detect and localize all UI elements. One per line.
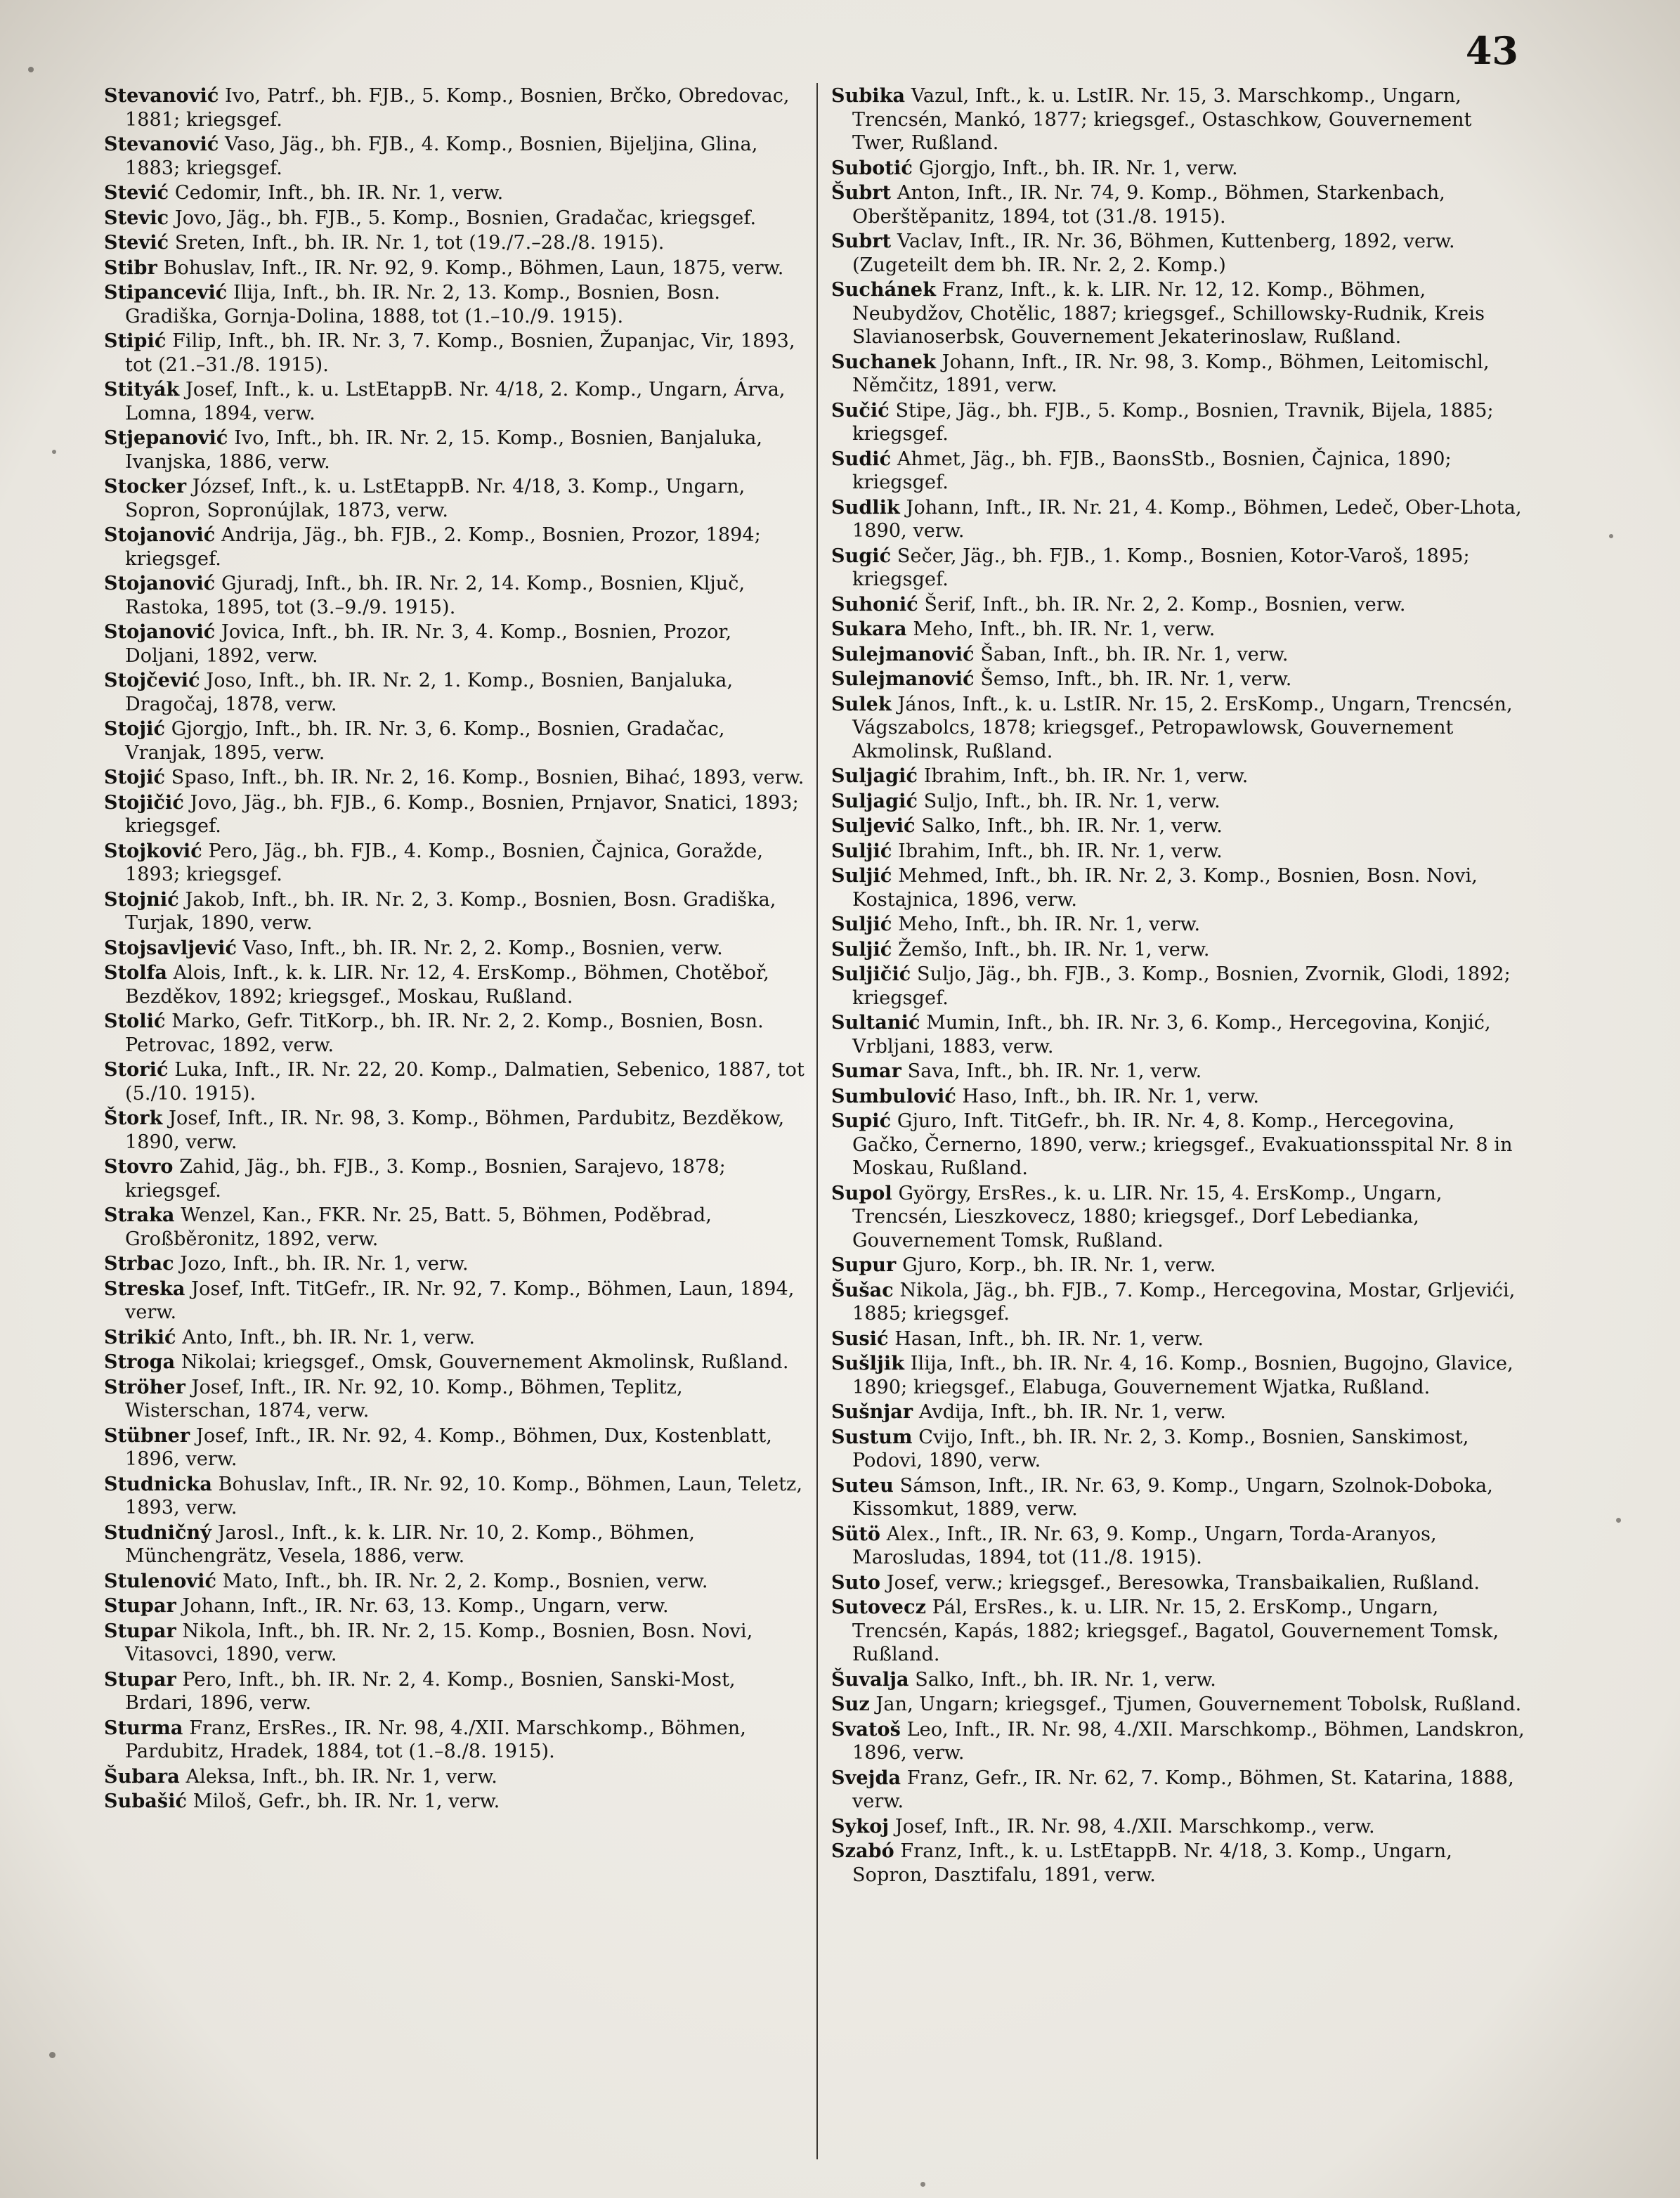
entry-details: Josef, Inft. TitGefr., IR. Nr. 92, 7. Komp., Böhmen, Laun, 1894, verw.: [125, 1277, 795, 1323]
register-entry: [104, 181, 807, 205]
entry-surname: Sumbulović: [831, 1085, 956, 1107]
entry-surname: Stübner: [104, 1424, 190, 1447]
entry-details: Pero, Inft., bh. IR. Nr. 2, 4. Komp., Bosnien, Sanski-Most, Brdari, 1896, verw.: [125, 1668, 736, 1714]
entry-surname: Sulejmanović: [831, 643, 975, 665]
register-entry: [831, 448, 1527, 495]
entry-surname: Svejda: [831, 1767, 901, 1789]
register-entry: [104, 888, 807, 935]
entry-surname: Sultanić: [831, 1012, 920, 1034]
register-entry: [831, 230, 1527, 277]
entry-details: Sreten, Inft., bh. IR. Nr. 1, tot (19./7.–28./8. 1915).: [174, 232, 665, 254]
entry-surname: Suhonić: [831, 593, 918, 616]
register-entry: [831, 1060, 1527, 1084]
entry-details: Stipe, Jäg., bh. FJB., 5. Komp., Bosnien, Travnik, Bijela, 1885; kriegsgef.: [852, 399, 1494, 445]
register-entry: [831, 545, 1527, 592]
entry-surname: Sturma: [104, 1717, 183, 1739]
entry-surname: Streska: [104, 1277, 185, 1300]
register-entry: [831, 593, 1527, 617]
entry-details: Ahmet, Jäg., bh. FJB., BaonsStb., Bosnien, Čajnica, 1890; kriegsgef.: [852, 448, 1452, 493]
entry-surname: Suljičić: [831, 963, 911, 985]
entry-details: Mato, Inft., bh. IR. Nr. 2, 2. Komp., Bosnien, verw.: [222, 1570, 708, 1592]
register-entry: [831, 1254, 1527, 1277]
register-entry: [831, 913, 1527, 937]
register-entry: [104, 620, 807, 668]
register-entry: [104, 84, 807, 131]
register-entry: [831, 1400, 1527, 1424]
register-entry: [831, 157, 1527, 181]
entry-surname: Sustum: [831, 1426, 913, 1448]
register-entry: [831, 765, 1527, 788]
entry-details: György, ErsRes., k. u. LIR. Nr. 15, 4. ErsKomp., Ungarn, Trencsén, Lieszkovecz, 1880; kriegsgef., Dorf Lebedianka, Gouvernement Tomsk, Rußland.: [852, 1182, 1443, 1251]
entry-surname: Subika: [831, 85, 906, 107]
entry-details: Jovica, Inft., bh. IR. Nr. 3, 4. Komp., Bosnien, Prozor, Doljani, 1892, verw.: [125, 621, 732, 667]
entry-surname: Stevanović: [104, 85, 219, 107]
right-column: [831, 84, 1527, 1888]
register-entry: [104, 133, 807, 180]
entry-details: Šaban, Inft., bh. IR. Nr. 1, verw.: [980, 643, 1289, 665]
register-entry: [831, 1571, 1527, 1595]
register-entry: [831, 1718, 1527, 1765]
entry-details: Gjorgjo, Inft., bh. IR. Nr. 1, verw.: [918, 157, 1238, 179]
entry-details: Vazul, Inft., k. u. LstIR. Nr. 15, 3. Marschkomp., Ungarn, Trencsén, Mankó, 1877; kriegsgef., Ostaschkow, Gouvernement Twer, Rußland.: [852, 85, 1472, 154]
entry-surname: Stojanović: [104, 524, 216, 546]
entry-details: Salko, Inft., bh. IR. Nr. 1, verw.: [915, 1668, 1216, 1691]
entry-details: Jakob, Inft., bh. IR. Nr. 2, 3. Komp., Bosnien, Bosn. Gradiška, Turjak, 1890, verw.: [125, 888, 776, 934]
register-entry: [104, 1351, 807, 1374]
entry-surname: Ströher: [104, 1376, 185, 1398]
register-entry: [104, 840, 807, 887]
entry-surname: Sudlik: [831, 496, 900, 519]
scan-speck: [49, 2052, 56, 2058]
register-entry: [831, 963, 1527, 1010]
entry-surname: Szabó: [831, 1840, 894, 1862]
entry-details: Ilija, Inft., bh. IR. Nr. 4, 16. Komp., Bosnien, Bugojno, Glavice, 1890; kriegsgef., Elabuga, Gouvernement Wjatka, Rußland.: [852, 1353, 1513, 1398]
entry-details: Mehmed, Inft., bh. IR. Nr. 2, 3. Komp., Bosnien, Bosn. Novi, Kostajnica, 1896, verw.: [852, 865, 1478, 911]
scan-speck: [920, 2182, 925, 2187]
entry-surname: Suchánek: [831, 279, 937, 301]
entry-surname: Stojković: [104, 840, 202, 862]
entry-details: Sámson, Inft., IR. Nr. 63, 9. Komp., Ungarn, Szolnok-Doboka, Kissomkut, 1889, verw.: [852, 1474, 1493, 1520]
entry-surname: Stocker: [104, 476, 187, 498]
register-entry: [831, 1815, 1527, 1839]
register-entry: [831, 938, 1527, 962]
register-entry: [831, 399, 1527, 446]
entry-details: Gjuradj, Inft., bh. IR. Nr. 2, 14. Komp., Bosnien, Ključ, Rastoka, 1895, tot (3.–9./9. 1915).: [125, 573, 745, 618]
entry-details: Anto, Inft., bh. IR. Nr. 1, verw.: [182, 1326, 476, 1348]
entry-details: Andrija, Jäg., bh. FJB., 2. Komp., Bosnien, Prozor, 1894; kriegsgef.: [125, 524, 761, 570]
entry-details: Anton, Inft., IR. Nr. 74, 9. Komp., Böhmen, Starkenbach, Oberštěpanitz, 1894, tot (31./8. 1915).: [852, 182, 1445, 228]
entry-details: Zahid, Jäg., bh. FJB., 3. Komp., Bosnien, Sarajevo, 1878; kriegsgef.: [125, 1156, 726, 1202]
register-entry: [104, 524, 807, 571]
entry-surname: Sulek: [831, 693, 892, 715]
entry-details: Sava, Inft., bh. IR. Nr. 1, verw.: [907, 1060, 1202, 1082]
entry-surname: Stupar: [104, 1668, 176, 1691]
entry-surname: Suljić: [831, 938, 892, 961]
register-entry: [831, 1085, 1527, 1109]
register-entry: [831, 840, 1527, 864]
register-entry: [831, 1327, 1527, 1351]
entry-details: Salko, Inft., bh. IR. Nr. 1, verw.: [921, 815, 1223, 837]
entry-details: Aleksa, Inft., bh. IR. Nr. 1, verw.: [185, 1765, 497, 1788]
register-entry: [104, 1620, 807, 1667]
entry-details: Nikola, Jäg., bh. FJB., 7. Komp., Hercegovina, Mostar, Grljevići, 1885; kriegsgef.: [852, 1279, 1516, 1325]
entry-surname: Stojanović: [104, 573, 216, 594]
register-entry: [104, 1204, 807, 1251]
register-entry: [104, 766, 807, 790]
entry-surname: Suz: [831, 1693, 870, 1715]
register-entry: [104, 378, 807, 425]
entry-surname: Suljagić: [831, 765, 918, 787]
entry-surname: Stević: [104, 182, 169, 204]
entry-details: Žemšo, Inft., bh. IR. Nr. 1, verw.: [898, 938, 1210, 961]
entry-details: Gjuro, Inft. TitGefr., bh. IR. Nr. 4, 8. Komp., Hercegovina, Gačko, Černerno, 1890, verw.; kriegsgef., Evakuationsspital Nr. 8 in Moskau, Rußland.: [852, 1110, 1513, 1179]
entry-surname: Susić: [831, 1327, 889, 1350]
register-entry: [104, 1473, 807, 1520]
entry-surname: Subašić: [104, 1790, 188, 1812]
entry-details: Johann, Inft., IR. Nr. 21, 4. Komp., Böhmen, Ledeč, Ober-Lhota, 1890, verw.: [852, 496, 1522, 542]
entry-surname: Stupar: [104, 1620, 176, 1642]
entry-surname: Stolić: [104, 1010, 166, 1032]
entry-surname: Stevic: [104, 207, 169, 229]
entry-surname: Strbac: [104, 1253, 174, 1275]
entry-details: József, Inft., k. u. LstEtappB. Nr. 4/18, 3. Komp., Ungarn, Sopron, Sopronújlak, 1873, verw.: [125, 476, 745, 521]
register-entry: [831, 181, 1527, 228]
register-entry: [831, 864, 1527, 911]
entry-surname: Sumar: [831, 1060, 901, 1082]
entry-details: Haso, Inft., bh. IR. Nr. 1, verw.: [962, 1085, 1260, 1107]
page-number: 43: [1465, 28, 1518, 73]
register-entry: [831, 1110, 1527, 1181]
entry-surname: Sušljik: [831, 1353, 905, 1374]
register-entry: [104, 1252, 807, 1276]
entry-surname: Sulejmanović: [831, 668, 975, 690]
entry-surname: Suljagić: [831, 790, 918, 812]
entry-details: Franz, Inft., k. u. LstEtappB. Nr. 4/18, 3. Komp., Ungarn, Sopron, Dasztifalu, 1891, verw.: [852, 1840, 1452, 1886]
register-entry: [104, 1058, 807, 1105]
register-entry: [104, 937, 807, 961]
entry-surname: Stojnić: [104, 888, 179, 911]
register-entry: [831, 693, 1527, 764]
entry-surname: Storić: [104, 1059, 169, 1081]
register-entry: [831, 668, 1527, 691]
entry-surname: Svatoš: [831, 1718, 901, 1741]
entry-details: Johann, Inft., IR. Nr. 98, 3. Komp., Böhmen, Leitomischl, Němčitz, 1891, verw.: [852, 351, 1490, 396]
entry-surname: Sukara: [831, 618, 907, 640]
entry-surname: Stroga: [104, 1351, 176, 1373]
entry-details: Pál, ErsRes., k. u. LIR. Nr. 15, 2. ErsKomp., Ungarn, Trencsén, Kapás, 1882; kriegsgef., Bagatol, Gouvernement Tomsk, Rußland.: [852, 1597, 1499, 1665]
entry-details: Leo, Inft., IR. Nr. 98, 4./XII. Marschkomp., Böhmen, Landskron, 1896, verw.: [852, 1718, 1525, 1764]
register-entry: [104, 1668, 807, 1715]
register-entry: [831, 1668, 1527, 1692]
scan-speck: [28, 67, 34, 72]
entry-details: Mumin, Inft., bh. IR. Nr. 3, 6. Komp., Hercegovina, Konjić, Vrbljani, 1883, verw.: [852, 1012, 1491, 1058]
register-entry: [104, 207, 807, 230]
register-entry: [831, 618, 1527, 642]
scan-speck: [1609, 534, 1613, 538]
entry-details: Jan, Ungarn; kriegsgef., Tjumen, Gouvernement Tobolsk, Rußland.: [875, 1693, 1522, 1715]
entry-surname: Stojić: [104, 767, 166, 788]
entry-surname: Stojsavljević: [104, 937, 237, 959]
entry-details: Nikola, Inft., bh. IR. Nr. 2, 15. Komp., Bosnien, Bosn. Novi, Vitasovci, 1890, verw.: [125, 1620, 753, 1665]
entry-surname: Sutovecz: [831, 1597, 927, 1618]
column-divider: [816, 83, 818, 2159]
entry-details: Josef, verw.; kriegsgef., Beresowka, Transbaikalien, Rußland.: [886, 1571, 1480, 1594]
entry-details: Ilija, Inft., bh. IR. Nr. 2, 13. Komp., Bosnien, Bosn. Gradiška, Gornja-Dolina, 1888, tot (1.–10./9. 1915).: [125, 282, 721, 327]
entry-surname: Suteu: [831, 1474, 894, 1497]
entry-surname: Suljić: [831, 840, 892, 862]
entry-details: Franz, Gefr., IR. Nr. 62, 7. Komp., Böhmen, St. Katarina, 1888, verw.: [852, 1767, 1514, 1812]
entry-details: Meho, Inft., bh. IR. Nr. 1, verw.: [913, 618, 1216, 640]
entry-details: János, Inft., k. u. LstIR. Nr. 15, 2. ErsKomp., Ungarn, Trencsén, Vágszabolcs, 1878; kriegsgef., Petropawlowsk, Gouvernement Akmolinsk, Rußland.: [852, 693, 1513, 762]
register-entry: [104, 281, 807, 328]
entry-details: Sečer, Jäg., bh. FJB., 1. Komp., Bosnien, Kotor-Varoš, 1895; kriegsgef.: [852, 545, 1470, 590]
entry-details: Suljo, Inft., bh. IR. Nr. 1, verw.: [923, 790, 1220, 812]
entry-surname: Sušnjar: [831, 1401, 913, 1423]
entry-details: Hasan, Inft., bh. IR. Nr. 1, verw.: [894, 1327, 1204, 1350]
entry-surname: Stević: [104, 232, 169, 254]
entry-details: Ivo, Inft., bh. IR. Nr. 2, 15. Komp., Bosnien, Banjaluka, Ivanjska, 1886, verw.: [125, 427, 763, 473]
register-entry: [831, 790, 1527, 814]
entry-surname: Supić: [831, 1110, 892, 1132]
entry-surname: Štork: [104, 1107, 163, 1129]
entry-surname: Šušac: [831, 1279, 894, 1301]
entry-surname: Stipancević: [104, 282, 228, 304]
register-entry: [831, 84, 1527, 155]
entry-details: Josef, Inft., IR. Nr. 98, 3. Komp., Böhmen, Pardubitz, Bezděkow, 1890, verw.: [125, 1107, 785, 1153]
entry-surname: Stityák: [104, 379, 180, 401]
entry-surname: Sudić: [831, 448, 892, 470]
entry-details: Franz, ErsRes., IR. Nr. 98, 4./XII. Marschkomp., Böhmen, Pardubitz, Hradek, 1884, tot (1.–8./8. 1915).: [125, 1717, 746, 1762]
register-entry: [831, 1596, 1527, 1667]
register-entry: [831, 278, 1527, 349]
entry-surname: Suto: [831, 1571, 881, 1594]
register-entry: [104, 256, 807, 280]
entry-details: Cvijo, Inft., bh. IR. Nr. 2, 3. Komp., Bosnien, Sanskimost, Podovi, 1890, verw.: [852, 1426, 1469, 1471]
entry-surname: Sykoj: [831, 1815, 890, 1838]
entry-surname: Straka: [104, 1204, 175, 1226]
entry-surname: Sučić: [831, 399, 890, 422]
entry-details: Vaclav, Inft., IR. Nr. 36, Böhmen, Kuttenberg, 1892, verw. (Zugeteilt dem bh. IR. Nr. 2, 2. Komp.): [852, 230, 1455, 276]
entry-surname: Stojanović: [104, 621, 216, 643]
entry-surname: Stibr: [104, 256, 157, 279]
entry-surname: Šuvalja: [831, 1668, 909, 1691]
entry-details: Jarosl., Inft., k. k. LIR. Nr. 10, 2. Komp., Böhmen, Münchengrätz, Vesela, 1886, verw.: [125, 1521, 695, 1567]
entry-details: Alex., Inft., IR. Nr. 63, 9. Komp., Ungarn, Torda-Aranyos, Marosludas, 1894, tot (11./8. 1915).: [852, 1523, 1437, 1568]
entry-surname: Šubara: [104, 1765, 180, 1788]
register-entry: [104, 1521, 807, 1568]
entry-details: Johann, Inft., IR. Nr. 63, 13. Komp., Ungarn, verw.: [182, 1595, 669, 1617]
entry-details: Jovo, Jäg., bh. FJB., 5. Komp., Bosnien, Gradačac, kriegsgef.: [174, 207, 757, 229]
entry-surname: Stulenović: [104, 1570, 217, 1592]
register-entry: [104, 961, 807, 1008]
register-entry: [104, 572, 807, 619]
entry-surname: Suljić: [831, 865, 892, 887]
register-entry: [831, 1523, 1527, 1570]
register-entry: [831, 1767, 1527, 1814]
entry-surname: Stojčević: [104, 670, 200, 691]
entry-surname: Stojić: [104, 718, 166, 740]
entry-details: Ibrahim, Inft., bh. IR. Nr. 1, verw.: [923, 765, 1249, 787]
register-entry: [104, 427, 807, 474]
entry-details: Suljo, Jäg., bh. FJB., 3. Komp., Bosnien, Zvornik, Glodi, 1892; kriegsgef.: [852, 963, 1511, 1009]
entry-surname: Subrt: [831, 230, 892, 252]
entry-surname: Stipić: [104, 330, 167, 352]
register-entry: [831, 1352, 1527, 1399]
register-entry: [104, 717, 807, 765]
entry-surname: Supol: [831, 1182, 892, 1204]
register-entry: [104, 1717, 807, 1764]
entry-surname: Suchanek: [831, 351, 937, 373]
entry-details: Jovo, Jäg., bh. FJB., 6. Komp., Bosnien, Prnjavor, Snatici, 1893; kriegsgef.: [125, 791, 799, 837]
entry-details: Josef, Inft., IR. Nr. 98, 4./XII. Marschkomp., verw.: [894, 1815, 1375, 1838]
entry-details: Josef, Inft., IR. Nr. 92, 4. Komp., Böhmen, Dux, Kostenblatt, 1896, verw.: [125, 1424, 772, 1470]
entry-surname: Sütö: [831, 1523, 881, 1545]
register-entry: [831, 1426, 1527, 1473]
entry-details: Šemso, Inft., bh. IR. Nr. 1, verw.: [980, 668, 1292, 690]
entry-details: Gjorgjo, Inft., bh. IR. Nr. 3, 6. Komp., Bosnien, Gradačac, Vranjak, 1895, verw.: [125, 718, 725, 764]
register-entry: [831, 814, 1527, 838]
entry-details: Joso, Inft., bh. IR. Nr. 2, 1. Komp., Bosnien, Banjaluka, Dragočaj, 1878, verw.: [125, 670, 734, 715]
register-entry: [831, 1011, 1527, 1058]
entry-details: Nikolai; kriegsgef., Omsk, Gouvernement Akmolinsk, Rußland.: [181, 1351, 789, 1373]
register-entry: [104, 475, 807, 522]
register-entry: [104, 1010, 807, 1057]
entry-surname: Stojičić: [104, 791, 184, 814]
scan-speck: [1616, 1518, 1621, 1523]
register-entry: [104, 1155, 807, 1202]
entry-surname: Stovro: [104, 1156, 174, 1178]
entry-details: Alois, Inft., k. k. LIR. Nr. 12, 4. ErsKomp., Böhmen, Chotěboř, Bezděkov, 1892; kriegsgef., Moskau, Rußland.: [125, 962, 769, 1008]
register-entry: [104, 231, 807, 255]
entry-surname: Studničný: [104, 1521, 212, 1544]
entry-surname: Stupar: [104, 1595, 176, 1617]
register-entry: [831, 1182, 1527, 1253]
entry-surname: Suljević: [831, 815, 916, 837]
entry-surname: Studnicka: [104, 1473, 212, 1495]
entry-details: Miloš, Gefr., bh. IR. Nr. 1, verw.: [193, 1790, 500, 1812]
register-entry: [831, 1693, 1527, 1717]
entry-details: Bohuslav, Inft., IR. Nr. 92, 9. Komp., Böhmen, Laun, 1875, verw.: [163, 256, 784, 279]
register-entry: [104, 1765, 807, 1789]
entry-surname: Sugić: [831, 545, 892, 567]
entry-details: Wenzel, Kan., FKR. Nr. 25, Batt. 5, Böhmen, Poděbrad, Großběronitz, 1892, verw.: [125, 1204, 712, 1250]
left-column: [104, 84, 807, 1815]
entry-surname: Strikić: [104, 1326, 176, 1348]
register-entry: [104, 1277, 807, 1325]
entry-surname: Šubrt: [831, 182, 892, 204]
register-entry: [104, 1594, 807, 1618]
entry-details: Ivo, Patrf., bh. FJB., 5. Komp., Bosnien, Brčko, Obredovac, 1881; kriegsgef.: [125, 85, 790, 131]
register-entry: [104, 1424, 807, 1471]
entry-details: Filip, Inft., bh. IR. Nr. 3, 7. Komp., Bosnien, Županjac, Vir, 1893, tot (21.–31./8. 1915).: [125, 330, 795, 376]
entry-details: Josef, Inft., IR. Nr. 92, 10. Komp., Böhmen, Teplitz, Wisterschan, 1874, verw.: [125, 1376, 683, 1422]
register-entry: [104, 791, 807, 838]
entry-surname: Stolfa: [104, 962, 167, 984]
entry-details: Vaso, Inft., bh. IR. Nr. 2, 2. Komp., Bosnien, verw.: [242, 937, 723, 959]
entry-surname: Supur: [831, 1254, 897, 1276]
register-entry: [104, 1570, 807, 1594]
entry-surname: Suljić: [831, 913, 892, 935]
entry-details: Marko, Gefr. TitKorp., bh. IR. Nr. 2, 2. Komp., Bosnien, Bosn. Petrovac, 1892, verw.: [125, 1010, 764, 1056]
entry-details: Gjuro, Korp., bh. IR. Nr. 1, verw.: [902, 1254, 1216, 1276]
entry-details: Meho, Inft., bh. IR. Nr. 1, verw.: [898, 913, 1201, 935]
entry-details: Pero, Jäg., bh. FJB., 4. Komp., Bosnien, Čajnica, Goražde, 1893; kriegsgef.: [125, 840, 764, 885]
register-entry: [831, 496, 1527, 543]
entry-details: Franz, Inft., k. k. LIR. Nr. 12, 12. Komp., Böhmen, Neubydžov, Chotělic, 1887; kriegsgef., Schillowsky-Rudnik, Kreis Slavianoserbsk, Gouvernement Jekaterinoslaw, Rußland.: [852, 279, 1485, 348]
register-entry: [104, 1107, 807, 1154]
register-entry: [104, 1790, 807, 1814]
register-entry: [104, 1376, 807, 1423]
register-entry: [104, 1326, 807, 1350]
register-entry: [831, 1474, 1527, 1521]
register-entry: [831, 1279, 1527, 1326]
entry-details: Spaso, Inft., bh. IR. Nr. 2, 16. Komp., Bosnien, Bihać, 1893, verw.: [171, 767, 805, 788]
entry-details: Cedomir, Inft., bh. IR. Nr. 1, verw.: [174, 182, 504, 204]
entry-details: Josef, Inft., k. u. LstEtappB. Nr. 4/18, 2. Komp., Ungarn, Árva, Lomna, 1894, verw.: [125, 379, 786, 424]
entry-details: Ibrahim, Inft., bh. IR. Nr. 1, verw.: [898, 840, 1223, 862]
entry-details: Bohuslav, Inft., IR. Nr. 92, 10. Komp., Böhmen, Laun, Teletz, 1893, verw.: [125, 1473, 803, 1519]
register-entry: [831, 1840, 1527, 1887]
entry-details: Luka, Inft., IR. Nr. 22, 20. Komp., Dalmatien, Sebenico, 1887, tot (5./10. 1915).: [125, 1059, 805, 1105]
entry-surname: Stjepanović: [104, 427, 228, 449]
register-entry: [104, 669, 807, 716]
entry-details: Avdija, Inft., bh. IR. Nr. 1, verw.: [918, 1401, 1226, 1423]
register-entry: [831, 351, 1527, 398]
register-entry: [104, 330, 807, 377]
entry-surname: Stevanović: [104, 134, 219, 155]
entry-details: Jozo, Inft., bh. IR. Nr. 1, verw.: [180, 1253, 469, 1275]
entry-surname: Subotić: [831, 157, 913, 179]
register-entry: [831, 643, 1527, 667]
scan-speck: [52, 450, 56, 454]
entry-details: Vaso, Jäg., bh. FJB., 4. Komp., Bosnien, Bijeljina, Glina, 1883; kriegsgef.: [125, 134, 758, 179]
entry-details: Šerif, Inft., bh. IR. Nr. 2, 2. Komp., Bosnien, verw.: [924, 593, 1406, 616]
